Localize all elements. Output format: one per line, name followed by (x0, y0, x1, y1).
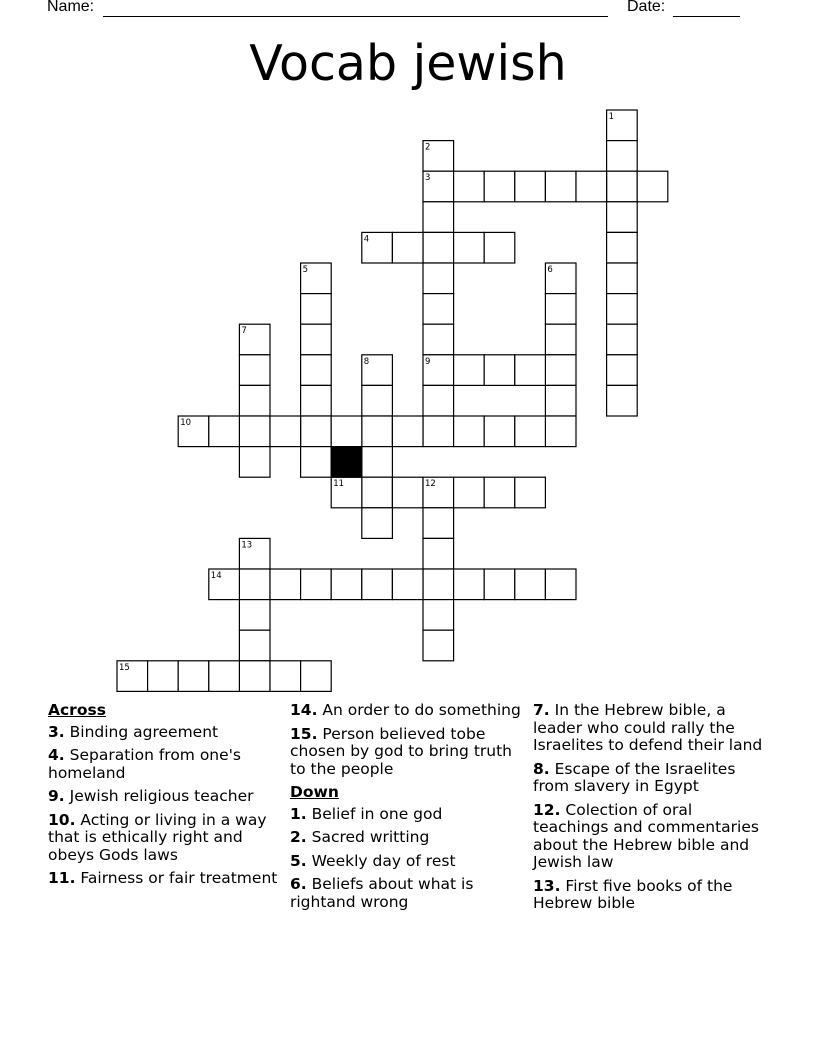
grid-cell[interactable] (423, 202, 454, 233)
clue-down-1: 1. Belief in one god (290, 804, 443, 823)
grid-cell[interactable] (607, 355, 638, 386)
grid-cell[interactable] (239, 630, 270, 661)
cell-number: 15 (119, 662, 130, 673)
grid-cell[interactable] (423, 294, 454, 325)
grid-cell[interactable] (301, 355, 332, 386)
cell-number: 2 (425, 142, 431, 153)
grid-cell[interactable] (148, 661, 179, 692)
cell-number: 13 (241, 540, 253, 551)
grid-cell[interactable] (607, 232, 638, 263)
grid-cell[interactable] (545, 385, 576, 416)
grid-cell[interactable] (362, 508, 393, 539)
grid-cell[interactable] (423, 232, 454, 263)
grid-cell[interactable] (209, 416, 240, 447)
grid-cell[interactable] (239, 416, 270, 447)
grid-cell[interactable] (239, 385, 270, 416)
cell-number: 5 (302, 265, 309, 275)
grid-cell[interactable] (239, 355, 270, 386)
grid-cell[interactable] (423, 263, 454, 294)
grid-cell[interactable] (301, 324, 332, 355)
grid-cell[interactable] (423, 385, 454, 416)
grid-cell[interactable] (545, 416, 576, 447)
grid-cell[interactable] (454, 416, 485, 447)
grid-cell[interactable] (607, 324, 638, 355)
page-title: Vocab jewish (249, 35, 567, 92)
grid-cell[interactable] (484, 232, 515, 263)
grid-cell[interactable] (362, 416, 393, 447)
grid-cell[interactable] (239, 447, 270, 478)
grid-cell[interactable] (515, 355, 546, 386)
grid-cell[interactable] (362, 569, 393, 600)
clue-down-5: 5. Weekly day of rest (290, 851, 456, 870)
grid-cell[interactable] (607, 141, 638, 172)
grid-cell[interactable] (423, 538, 454, 569)
clue-across-9: 9. Jewish religious teacher (48, 787, 254, 805)
grid-cell[interactable] (239, 661, 270, 692)
down-heading: Down (290, 783, 339, 801)
grid-cell[interactable] (484, 477, 515, 508)
grid-cell[interactable] (270, 416, 301, 447)
grid-cell[interactable] (607, 202, 638, 233)
grid-cell[interactable] (423, 508, 454, 539)
grid-cell[interactable] (392, 232, 423, 263)
grid-cell[interactable] (331, 569, 362, 600)
grid-cell[interactable] (301, 569, 332, 600)
grid-cell[interactable] (607, 294, 638, 325)
grid-cell[interactable] (301, 294, 332, 325)
cell-number: 12 (425, 479, 436, 490)
name-label: Name: (47, 0, 95, 15)
grid-cell[interactable] (301, 661, 332, 692)
grid-cell[interactable] (484, 416, 515, 447)
clue-across-14: 14. An order to do something (290, 701, 521, 719)
clue-down-8: 8. Escape of the Israelites from slavery in Egypt (533, 759, 736, 795)
grid-cell[interactable] (454, 477, 485, 508)
grid-cell[interactable] (239, 600, 270, 631)
grid-cell[interactable] (454, 171, 485, 202)
grid-cell[interactable] (209, 661, 240, 692)
grid-cell[interactable] (545, 355, 576, 386)
grid-cell[interactable] (607, 263, 638, 294)
grid-cell[interactable] (576, 171, 607, 202)
grid-cell[interactable] (515, 416, 546, 447)
grid-cell[interactable] (484, 355, 515, 386)
clue-across-4: 4. Separation from one's homeland (48, 746, 242, 782)
cell-number: 11 (333, 479, 345, 490)
grid-cell[interactable] (270, 569, 301, 600)
grid-cell[interactable] (301, 385, 332, 416)
grid-cell[interactable] (423, 600, 454, 631)
grid-cell[interactable] (515, 569, 546, 600)
cell-number: 6 (547, 265, 553, 275)
grid-cell[interactable] (423, 324, 454, 355)
grid-cell[interactable] (362, 385, 393, 416)
grid-cell[interactable] (423, 630, 454, 661)
black-cell (331, 447, 362, 478)
grid-cell[interactable] (454, 232, 485, 263)
across-heading: Across (48, 701, 106, 719)
grid-cell[interactable] (301, 416, 332, 447)
grid-cell[interactable] (607, 171, 638, 202)
grid-cell[interactable] (515, 171, 546, 202)
clue-down-6: 6. Beliefs about what is rightand wrong (290, 875, 474, 911)
cell-number: 9 (425, 356, 431, 367)
clue-across-15: 15. Person believed tobe chosen by god to bring truth to the people (290, 724, 512, 778)
clue-down-12: 12. Colection of oral teachings and commentaries about the Hebrew bible and Jewish law (533, 800, 759, 871)
cell-number: 10 (180, 418, 192, 428)
cell-number: 8 (363, 356, 370, 367)
clues-column-2 (290, 702, 526, 917)
grid-cell[interactable] (270, 661, 301, 692)
grid-cell[interactable] (545, 324, 576, 355)
grid-cell[interactable] (178, 661, 209, 692)
clue-down-2: 2. Sacred writting (290, 828, 430, 846)
grid-cell[interactable] (392, 477, 423, 508)
cell-number: 7 (241, 326, 247, 337)
grid-cell[interactable] (362, 447, 393, 478)
cell-number: 4 (363, 234, 370, 245)
grid-cell[interactable] (484, 569, 515, 600)
grid-cell[interactable] (392, 416, 423, 447)
grid-cell[interactable] (607, 385, 638, 416)
grid-cell[interactable] (545, 569, 576, 600)
clue-across-10: 10. Acting or living in a way that is ethically right and obeys Gods laws (48, 810, 267, 864)
grid-cell[interactable] (454, 355, 485, 386)
grid-cell[interactable] (484, 171, 515, 202)
grid-cell[interactable] (515, 477, 546, 508)
grid-cell[interactable] (423, 416, 454, 447)
grid-cell[interactable] (301, 447, 332, 478)
date-label: Date: (627, 0, 666, 15)
cell-number: 3 (425, 173, 431, 184)
clue-across-11: 11. Fairness or fair treatment (48, 869, 278, 887)
grid-cell[interactable] (239, 569, 270, 600)
clue-down-7: 7. In the Hebrew bible, a leader who could rally the Israelites to defend their land (533, 701, 763, 754)
grid-cell[interactable] (392, 569, 423, 600)
grid-cell[interactable] (454, 569, 485, 600)
clues-column-3 (533, 702, 769, 919)
grid-cell[interactable] (423, 569, 454, 600)
clue-across-3: 3. Binding agreement (48, 722, 219, 741)
grid-cell[interactable] (331, 416, 362, 447)
grid-cell[interactable] (545, 171, 576, 202)
grid-cell[interactable] (362, 477, 393, 508)
clue-down-13: 13. First five books of the Hebrew bible (533, 876, 733, 912)
cell-number: 14 (210, 571, 222, 581)
grid-cell[interactable] (545, 294, 576, 325)
cell-number: 1 (608, 112, 615, 122)
grid-cell[interactable] (637, 171, 668, 202)
clues-column-1 (48, 702, 284, 894)
